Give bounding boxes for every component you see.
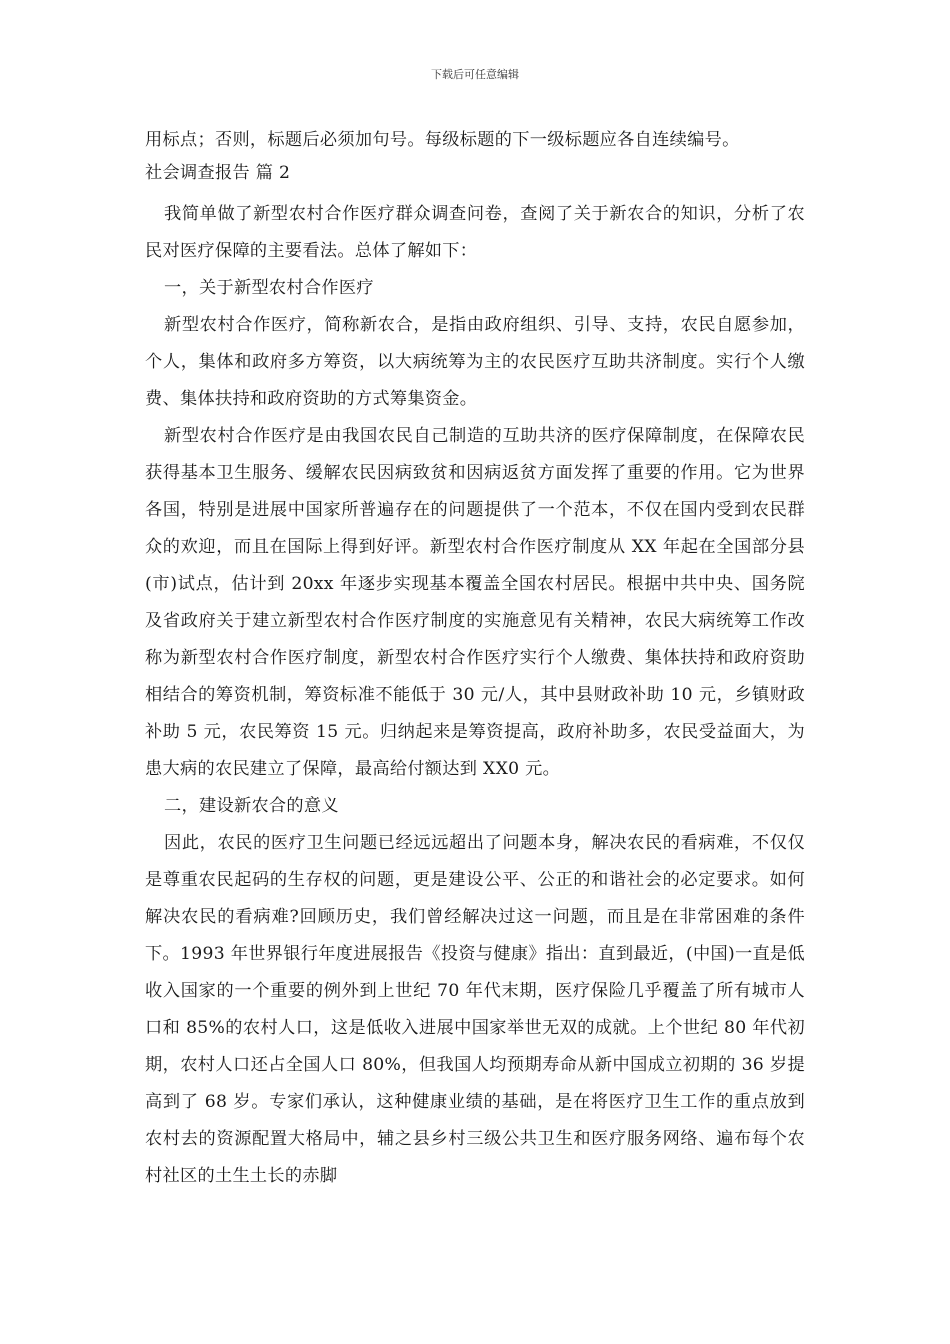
paragraph-significance: 因此，农民的医疗卫生问题已经远远超出了问题本身，解决农民的看病难，不仅仅是尊重农民起码的生存权的问题，更是建设公平、公正的和谐社会的必定要求。如何解决农民的看病难?回顾历史，我们曾经解决过这一问题，而且是在非常困难的条件下。1993 年世界银行年度进展报告《投资与健康》指出：直到最近，(中国)一直是低收入国家的一个重要的例外到上世纪 70 年代末期，医疗保险几乎覆盖了所有城市人口和 85%的农村人口，这是低收入进展中国家举世无双的成就。上个世纪 80 年代初期，农村人口还占全国人口 80%，但我国人均预期寿命从新中国成立初期的 36 岁提高到了 68 岁。专家们承认，这种健康业绩的基础，是在将医疗卫生工作的重点放到农村去的资源配置大格局中，辅之县乡村三级公共卫生和医疗服务网络、遍布每个农村社区的土生土长的赤脚 (145, 833, 805, 1186)
document-body (145, 122, 805, 1195)
section-title: 社会调查报告 篇 2 (145, 163, 291, 183)
heading-two: 二，建设新农合的意义 (164, 796, 339, 816)
paragraph-definition: 新型农村合作医疗，简称新农合，是指由政府组织、引导、支持，农民自愿参加， 个人，集体和政府多方筹资，以大病统筹为主的农民医疗互助共济制度。实行个人缴费、集体扶持和政府资助的方式筹集资金。 (145, 315, 805, 409)
heading-one: 一，关于新型农村合作医疗 (164, 278, 374, 298)
paragraph-continued: 用标点；否则，标题后必须加句号。每级标题的下一级标题应各自连续编号。 (145, 130, 740, 150)
paragraph-intro: 我简单做了新型农村合作医疗群众调查问卷，查阅了关于新农合的知识，分析了农民对医疗保障的主要看法。总体了解如下： (145, 204, 805, 261)
paragraph-details: 新型农村合作医疗是由我国农民自己制造的互助共济的医疗保障制度，在保障农民获得基本卫生服务、缓解农民因病致贫和因病返贫方面发挥了重要的作用。它为世界各国，特别是进展中国家所普遍存在的问题提供了一个范本，不仅在国内受到农民群众的欢迎，而且在国际上得到好评。新型农村合作医疗制度从 XX 年起在全国部分县(市)试点，估计到 20xx 年逐步实现基本覆盖全国农村居民。根据中共中央、国务院及省政府关于建立新型农村合作医疗制度的实施意见有关精神，农民大病统筹工作改称为新型农村合作医疗制度，新型农村合作医疗实行个人缴费、集体扶持和政府资助相结合的筹资机制，筹资标准不能低于 30 元/人，其中县财政补助 10 元，乡镇财政补助 5 元，农民筹资 15 元。归纳起来是筹资提高，政府补助多，农民受益面大，为患大病的农民建立了保障，最高给付额达到 XX0 元。 (145, 426, 805, 779)
page-header: 下载后可任意编辑 (431, 68, 519, 81)
